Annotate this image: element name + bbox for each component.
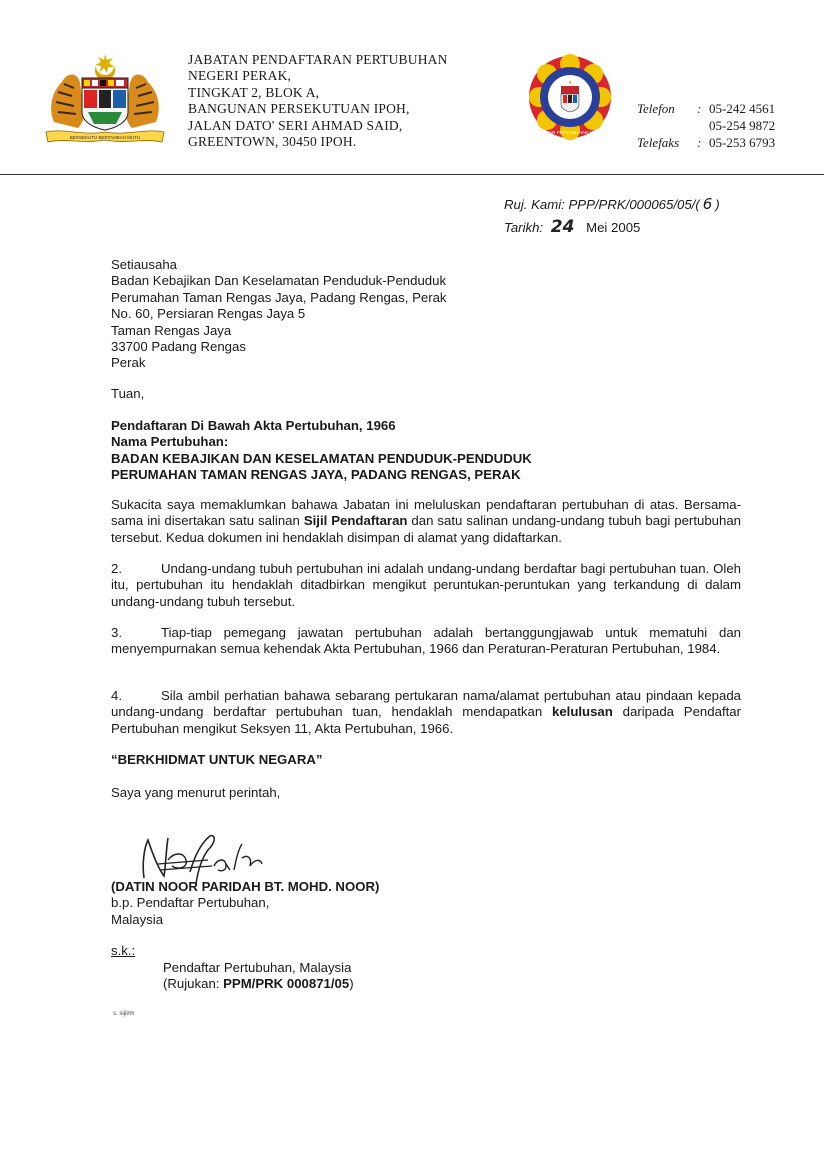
paragraph-3 <box>111 625 741 658</box>
address-line: JABATAN PENDAFTARAN PERTUBUHAN <box>188 52 448 67</box>
cc-reference-suffix: ) <box>349 976 354 992</box>
recipient-line: Badan Kebajikan Dan Keselamatan Penduduk-Penduduk <box>111 273 447 289</box>
reference-block <box>504 193 720 239</box>
recipient-line: Taman Rengas Jaya <box>111 322 232 338</box>
telefon-number-1: 05-242 4561 <box>709 101 776 116</box>
date <box>504 216 720 239</box>
tarikh-day-handwritten: 24 <box>550 217 575 237</box>
cc-recipient: Pendaftar Pertubuhan, Malaysia <box>163 960 352 975</box>
telefaks-label: Telefaks <box>637 135 680 150</box>
address-line: TINGKAT 2, BLOK A, <box>188 84 320 100</box>
paragraph-2 <box>111 561 741 610</box>
header-divider <box>0 174 824 175</box>
paragraph-text: daripada Pendaftar Pertubuhan mengikut Seksyen 11, Akta Pertubuhan, 1966. <box>111 704 741 736</box>
contact-numbers <box>637 100 775 151</box>
salutation: Tuan, <box>111 386 145 401</box>
recipient-line: Perumahan Taman Rengas Jaya, Padang Rengas, Perak <box>111 289 447 305</box>
address-line: JALAN DATO' SERI AHMAD SAID, <box>188 117 403 133</box>
registrar-seal-icon <box>527 52 613 142</box>
recipient-address <box>111 257 447 372</box>
subject-block <box>111 418 532 484</box>
crest-motto: BERSEKUTU BERTAMBAH MUTU <box>69 135 141 140</box>
bold-term: Sijil Pendaftaran <box>303 513 408 529</box>
motto: “BERKHIDMAT UNTUK NEGARA” <box>111 752 323 767</box>
cc-reference-prefix: (Rujukan: <box>163 976 224 992</box>
paragraph-text: Undang-undang tubuh pertubuhan ini adalah undang-undang berdaftar bagi pertubuhan tuan. Oleh itu, pertubuhan itu hendaklah ditadbirkan mengikut peruntukan-peruntukan yang terkandung di dalam undang-undang tubuh tersebut. <box>111 561 741 609</box>
seal-text: PENDAFTAR PERTUBUHAN MALAYSIA <box>527 130 613 135</box>
cc-block <box>163 960 354 993</box>
ruj-value: PPP/PRK/000065/05/( <box>568 197 700 212</box>
telefon-row-2 <box>637 117 775 134</box>
signatory-title: b.p. Pendaftar Pertubuhan, <box>111 895 270 911</box>
telefon-number-2: 05-254 9872 <box>709 118 776 133</box>
cc-label: s.k.: <box>111 943 136 958</box>
paragraph-number: 3. <box>111 625 122 640</box>
paragraph-number: 4. <box>111 688 122 703</box>
organisation-name: PERUMAHAN TAMAN RENGAS JAYA, PADANG RENGAS, PERAK <box>111 467 521 483</box>
paragraph-text: Tiap-tiap pemegang jawatan pertubuhan adalah bertanggungjawab untuk mematuhi dan menyempurnakan semua kehendak Akta Pertubuhan, 1966 dan Peraturan-Peraturan Pertubuhan, 1984. <box>111 625 741 657</box>
ruj-label: Ruj. Kami: <box>504 197 565 212</box>
bold-term: kelulusan <box>551 704 613 720</box>
telefaks-row <box>637 134 775 151</box>
colon: : <box>697 101 702 116</box>
tarikh-label: Tarikh: <box>504 220 544 235</box>
ruj-handwritten: 6 <box>702 195 713 213</box>
recipient-line: No. 60, Persiaran Rengas Jaya 5 <box>111 306 306 322</box>
department-address <box>188 52 448 150</box>
signatory-country: Malaysia <box>111 911 164 927</box>
signatory-block <box>111 879 379 928</box>
telefon-label: Telefon <box>637 101 675 116</box>
subject-line: Nama Pertubuhan: <box>111 434 229 450</box>
cc-reference <box>163 976 354 992</box>
cc-reference-number: PPM/PRK 000871/05 <box>223 976 350 992</box>
coat-of-arms-icon <box>44 52 166 144</box>
address-line: NEGERI PERAK, <box>188 68 292 84</box>
recipient-line: Setiausaha <box>111 257 177 272</box>
footer-code: s. sijil/m <box>113 1011 135 1017</box>
our-reference <box>504 193 720 216</box>
organisation-name: BADAN KEBAJIKAN DAN KESELAMATAN PENDUDUK-PENDUDUK <box>111 450 532 466</box>
ruj-close: ) <box>715 197 720 212</box>
paragraph-1 <box>111 497 741 546</box>
paragraph-4 <box>111 688 741 737</box>
tarikh-month-year: Mei 2005 <box>586 220 641 235</box>
address-line: BANGUNAN PERSEKUTUAN IPOH, <box>188 101 410 117</box>
recipient-line: Perak <box>111 355 146 371</box>
colon: : <box>697 135 702 150</box>
paragraph-text: Sila ambil perhatian bahawa sebarang pertukaran nama/alamat pertubuhan atau pindaan kepada undang-undang berdaftar pertubuhan tuan, hendaklah mendapatkan <box>111 688 741 720</box>
handwritten-signature-icon <box>138 830 278 886</box>
telefaks-number: 05-253 6793 <box>709 135 776 150</box>
paragraph-text: Sukacita saya memaklumkan bahawa Jabatan ini meluluskan pendaftaran pertubuhan di atas. Bersama-sama ini disertakan satu salinan <box>111 497 741 529</box>
subject-line: Pendaftaran Di Bawah Akta Pertubuhan, 1966 <box>111 418 396 433</box>
telefon-row <box>637 100 775 117</box>
closing: Saya yang menurut perintah, <box>111 785 281 800</box>
signatory-name: (DATIN NOOR PARIDAH BT. MOHD. NOOR) <box>111 879 380 894</box>
paragraph-number: 2. <box>111 561 122 576</box>
recipient-line: 33700 Padang Rengas <box>111 339 246 355</box>
address-line: GREENTOWN, 30450 IPOH. <box>188 134 357 150</box>
paragraph-text: dan satu salinan undang-undang tubuh bagi pertubuhan tersebut. Kedua dokumen ini hendaklah disimpan di alamat yang didaftarkan. <box>111 513 741 545</box>
